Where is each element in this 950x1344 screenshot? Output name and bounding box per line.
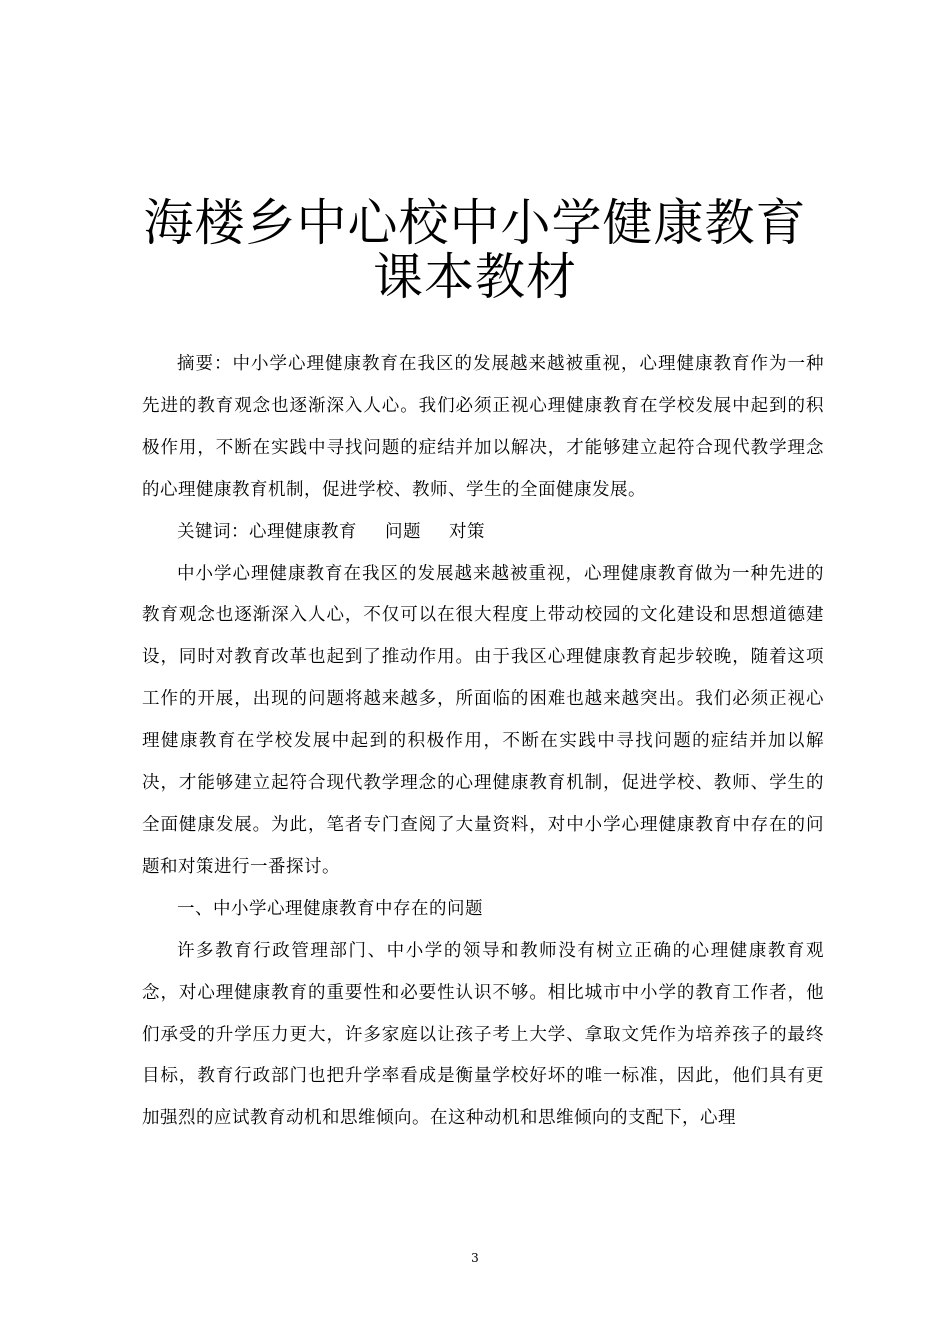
body-paragraph: 许多教育行政管理部门、中小学的领导和教师没有树立正确的心理健康教育观念，对心理健康教育的重要性和必要性认识不够。相比城市中小学的教育工作者，他们承受的升学压力更大，许多家庭以让孩子考上大学、拿取文凭作为培养孩子的最终目标，教育行政部门也把升学率看成是衡量学校好坏的唯一标准，因此，他们具有更加强烈的应试教育动机和思维倾向。在这种动机和思维倾向的支配下，心理 <box>142 940 824 1129</box>
body-paragraph: 中小学心理健康教育在我区的发展越来越被重视，心理健康教育做为一种先进的教育观念也逐渐深入人心，不仅可以在很大程度上带动校园的文化建设和思想道德建设，同时对教育改革也起到了推动作用。由于我区心理健康教育起步较晚，随着这项工作的开展，出现的问题将越来越多，所面临的困难也越来越突出。我们必须正视心理健康教育在学校发展中起到的积极作用，不断在实践中寻找问题的症结并加以解决，才能够建立起符合现代教学理念的心理健康教育机制，促进学校、教师、学生的全面健康发展。为此，笔者专门查阅了大量资料，对中小学心理健康教育中存在的问题和对策进行一番探讨。 <box>142 563 824 877</box>
keyword-item: 对策 <box>449 521 485 542</box>
page-number: 3 <box>471 1251 479 1265</box>
document-body <box>142 344 824 1140</box>
section-heading: 一、中小学心理健康教育中存在的问题 <box>177 898 483 919</box>
keyword-item: 问题 <box>385 521 421 542</box>
keywords-line <box>142 512 824 554</box>
document-title <box>0 196 950 304</box>
title-line-1: 海楼乡中心校中小学健康教育 <box>143 194 807 252</box>
abstract-paragraph: 摘要：中小学心理健康教育在我区的发展越来越被重视，心理健康教育作为一种先进的教育观念也逐渐深入人心。我们必须正视心理健康教育在学校发展中起到的积极作用，不断在实践中寻找问题的症结并加以解决，才能够建立起符合现代教学理念的心理健康教育机制，促进学校、教师、学生的全面健康发展。 <box>142 354 824 500</box>
title-line-2: 课本教材 <box>373 248 577 306</box>
keywords-label: 关键词：心理健康教育 <box>177 521 357 542</box>
